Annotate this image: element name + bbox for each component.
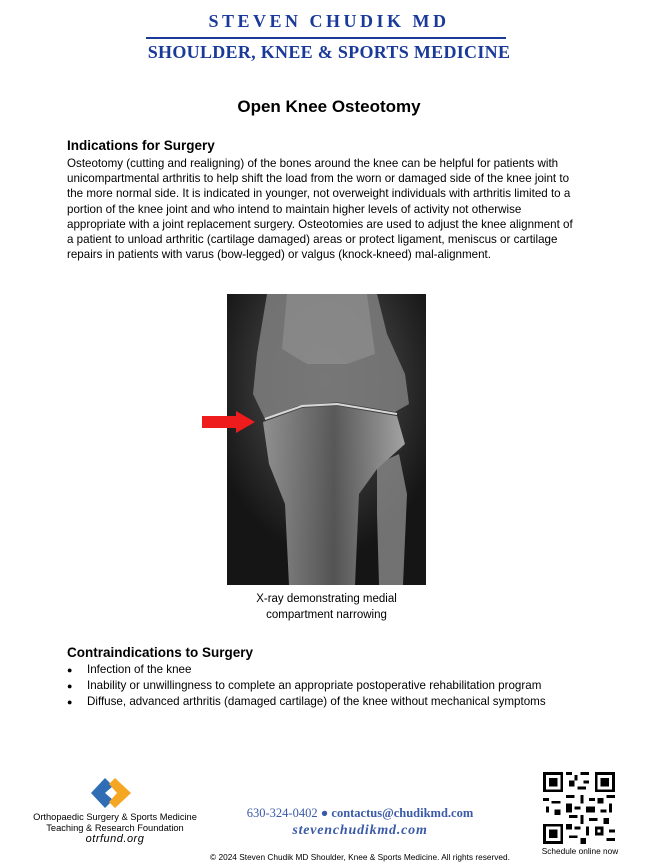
bullet-icon: ● [67,697,73,707]
email-link[interactable]: contactus@chudikmd.com [331,806,474,820]
qr-label: Schedule online now [541,846,619,856]
indications-body: Osteotomy (cutting and realigning) of the bones around the knee can be helpful for patients with unicompartmental arthritis to help shift the load from the worn or damaged side of the knee joint to the more normal side. It is indicated in younger, not overweight individuals with arthritis limited to a portion of the knee joint and who intend to maintain higher levels of activity not otherwise appropriate with a joint replacement surgery. Osteotomies are used to adjust the knee alignment of a patient to unload arthritic (cartilage damaged) areas or protect ligament, meniscus or cartilage repairs in patients with varus (bow-legged) or valgus (knock-kneed) mal-alignment. [67,157,573,262]
list-item: ● Infection of the knee [67,663,192,676]
indications-heading: Indications for Surgery [67,138,215,153]
list-item: ● Diffuse, advanced arthritis (damaged cartilage) of the knee without mechanical symptoms [67,695,546,708]
list-item: ● Inability or unwillingness to complete an appropriate postoperative rehabilitation program [67,679,542,692]
bullet-icon: ● [67,681,73,691]
page-title: Open Knee Osteotomy [237,97,421,116]
red-arrow-icon [202,411,256,433]
contact-line [200,806,520,821]
foundation-site-link[interactable]: otrfund.org [85,833,145,845]
phone-number[interactable]: 630-324-0402 [246,806,318,820]
foundation-info [30,812,200,845]
qr-code-icon[interactable] [543,772,615,844]
caption-line-1: X-ray demonstrating medial [256,593,397,605]
website-link[interactable]: stevenchudikmd.com [292,823,428,838]
header-divider [146,37,506,39]
bullet-icon: ● [67,665,73,675]
foundation-logo-icon [91,776,135,810]
caption-line-2: compartment narrowing [266,608,387,621]
contraindications-list [67,662,546,710]
foundation-line-1: Orthopaedic Surgery & Sports Medicine [33,812,197,822]
knee-xray-image [227,294,426,585]
figure-caption [227,592,426,623]
header-name: STEVEN CHUDIK MD [208,11,450,31]
header-subtitle: SHOULDER, KNEE & SPORTS MEDICINE [147,42,511,62]
foundation-line-2: Teaching & Research Foundation [46,823,184,833]
contraindications-heading: Contraindications to Surgery [67,645,254,660]
copyright-text: © 2024 Steven Chudik MD Shoulder, Knee & Sports Medicine. All rights reserved. [210,852,510,862]
separator-dot: ● [320,806,329,820]
